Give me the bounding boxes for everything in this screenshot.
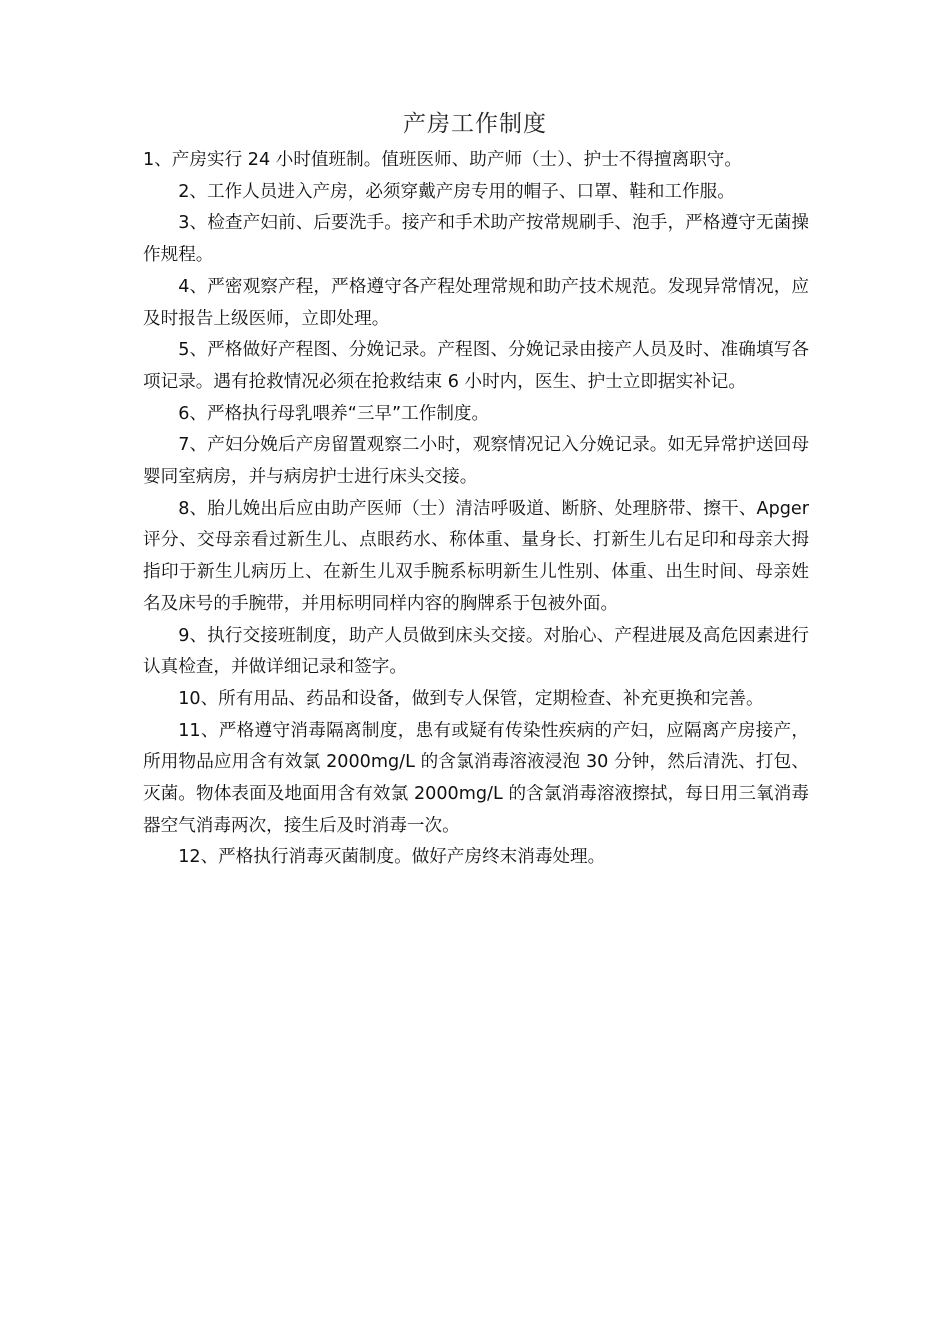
paragraph-7: 7、产妇分娩后产房留置观察二小时，观察情况记入分娩记录。如无异常护送回母婴同室病房，并与病房护士进行床头交接。 [143,435,809,488]
document-body [143,145,809,874]
paragraph-9: 9、执行交接班制度，助产人员做到床头交接。对胎心、产程进展及高危因素进行认真检查，并做详细记录和签字。 [143,625,809,678]
paragraph-12: 12、严格执行消毒灭菌制度。做好产房终末消毒处理。 [178,847,606,868]
paragraph-11: 11、严格遵守消毒隔离制度，患有或疑有传染性疾病的产妇，应隔离产房接产，所用物品应用含有效氯 2000mg/L 的含氯消毒溶液浸泡 30 分钟，然后清洗、打包、灭菌。物体表面及地面用含有效氯 2000mg/L 的含氯消毒溶液擦拭，每日用三氧消毒器空气消毒两次，接生后及时消毒一次。 [143,720,809,836]
paragraph-4: 4、严密观察产程，严格遵守各产程处理常规和助产技术规范。发现异常情况，应及时报告上级医师，立即处理。 [143,276,809,329]
paragraph-8: 8、胎儿娩出后应由助产医师（士）清洁呼吸道、断脐、处理脐带、擦干、Apger 评分、交母亲看过新生儿、点眼药水、称体重、量身长、打新生儿右足印和母亲大拇指印于新生儿病历上、在新生儿双手腕系标明新生儿性别、体重、出生时间、母亲姓名及床号的手腕带，并用标明同样内容的胸牌系于包被外面。 [143,498,809,614]
paragraph-5: 5、严格做好产程图、分娩记录。产程图、分娩记录由接产人员及时、准确填写各项记录。遇有抢救情况必须在抢救结束 6 小时内，医生、护士立即据实补记。 [143,340,809,392]
paragraph-1: 1、产房实行 24 小时值班制。值班医师、助产师（士）、护士不得擅离职守。 [143,150,742,170]
paragraph-10: 10、所有用品、药品和设备，做到专人保管，定期检查、补充更换和完善。 [178,688,764,709]
document-title: 产房工作制度 [403,111,547,137]
paragraph-6: 6、严格执行母乳喂养“三早”工作制度。 [178,403,490,424]
paragraph-2: 2、工作人员进入产房，必须穿戴产房专用的帽子、口罩、鞋和工作服。 [178,181,735,202]
paragraph-3: 3、检查产妇前、后要洗手。接产和手术助产按常规刷手、泡手，严格遵守无菌操作规程。 [143,213,809,266]
